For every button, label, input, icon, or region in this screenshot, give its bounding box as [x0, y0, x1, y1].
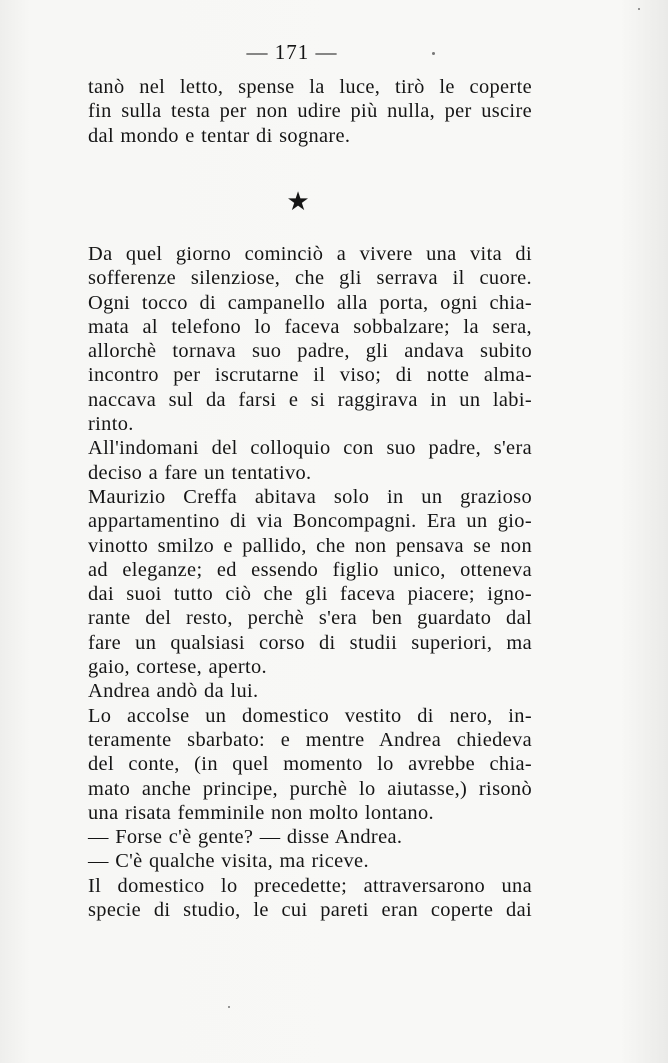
- text-line: mato anche principe, purchè lo aiutasse,) risonò: [88, 777, 532, 800]
- text-line: gaio, cortese, aperto.: [88, 656, 267, 679]
- paper-speck: [228, 1006, 230, 1008]
- paper-speck: [432, 52, 435, 55]
- text-line: rinto.: [88, 413, 134, 436]
- text-line: sofferenze silenziose, che gli serrava il cuore.: [88, 267, 532, 290]
- text-line: dai suoi tutto ciò che gli faceva piacere; igno-: [88, 583, 532, 606]
- text-line: specie di studio, le cui pareti eran coperte dai: [88, 899, 532, 922]
- text-line: del conte, (in quel momento lo avrebbe chia-: [88, 753, 532, 776]
- text-line: mata al telefono lo faceva sobbalzare; la sera,: [88, 315, 532, 338]
- text-line: appartamentino di via Boncompagni. Era un gio-: [88, 510, 532, 533]
- text-line: teramente sbarbato: e mentre Andrea chiedeva: [88, 728, 532, 751]
- text-line: Lo accolse un domestico vestito di nero, in-: [88, 704, 532, 727]
- text-line: All'indomani del colloquio con suo padre, s'era: [88, 437, 532, 460]
- main-text: [88, 242, 532, 922]
- text-line: dal mondo e tentar di sognare.: [88, 124, 351, 147]
- text-line: fare un qualsiasi corso di studii superiori, ma: [88, 631, 532, 654]
- text-line: Il domestico lo precedette; attraversarono una: [88, 874, 532, 897]
- text-line: ad eleganze; ed essendo figlio unico, otteneva: [88, 558, 532, 581]
- text-line: naccava sul da farsi e si raggirava in un labi-: [88, 388, 532, 411]
- text-line: una risata femminile non molto lontano.: [88, 801, 434, 824]
- text-line: deciso a fare un tentativo.: [88, 461, 312, 484]
- opening-paragraph: [88, 75, 532, 148]
- text-line: incontro per iscrutarne il viso; di notte alma-: [88, 364, 532, 387]
- text-line: rante del resto, perchè s'era ben guardato dal: [88, 607, 532, 630]
- text-line: fin sulla testa per non udire più nulla, per uscire: [88, 100, 532, 123]
- text-line: tanò nel letto, spense la luce, tirò le coperte: [88, 76, 532, 98]
- section-break-star-icon: ★: [286, 187, 310, 216]
- text-line: Da quel giorno cominciò a vivere una vita di: [88, 243, 532, 265]
- text-line: — Forse c'è gente? — disse Andrea.: [88, 826, 403, 849]
- text-line: Ogni tocco di campanello alla porta, ogni chia-: [88, 291, 532, 314]
- text-line: allorchè tornava suo padre, gli andava subito: [88, 340, 532, 363]
- text-line: Maurizio Creffa abitava solo in un grazioso: [88, 485, 532, 508]
- text-line: — C'è qualche visita, ma riceve.: [88, 850, 369, 873]
- text-line: Andrea andò da lui.: [88, 680, 259, 703]
- text-line: vinotto smilzo e pallido, che non pensava se non: [88, 534, 532, 557]
- page-number: — 171 —: [246, 40, 338, 64]
- paper-speck: [638, 8, 640, 10]
